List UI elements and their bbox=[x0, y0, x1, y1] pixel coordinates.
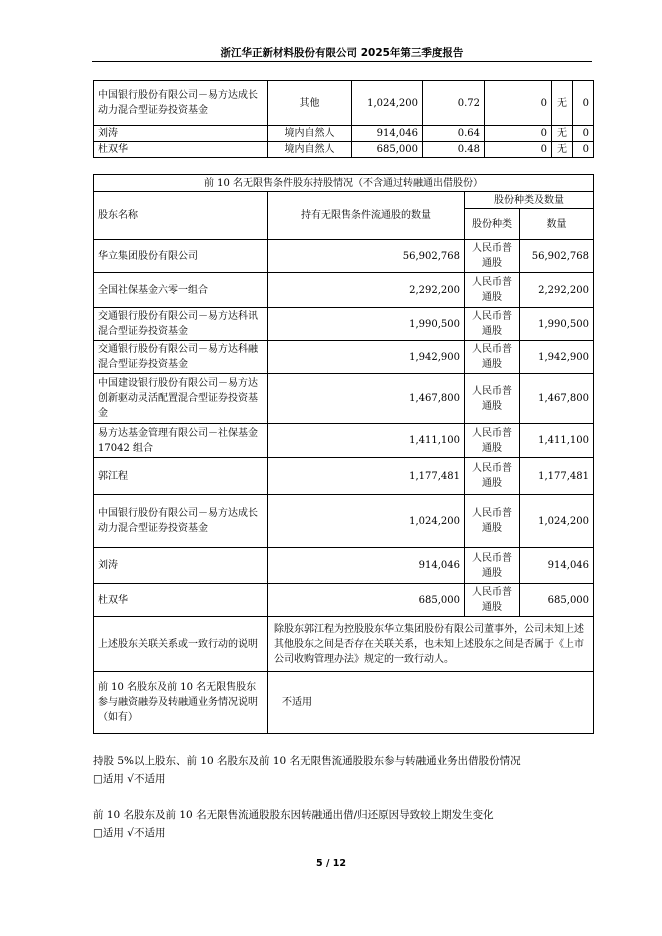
share-quantity: 1,411,100 bbox=[520, 424, 594, 458]
shareholder-name: 杜双华 bbox=[94, 584, 268, 617]
shareholder-name: 交通银行股份有限公司－易方达科融混合型证券投资基金 bbox=[94, 341, 268, 374]
restricted-shares: 0 bbox=[485, 126, 552, 142]
share-category: 人民币普通股 bbox=[465, 548, 520, 584]
lending-change-paragraph bbox=[93, 806, 494, 842]
relation-text: 除股东郭江程为控股股东华立集团股份有限公司董事外，公司未知上述其他股东之间是否存在关联关系，也未知上述股东之间是否属于《上市公司收购管理办法》规定的一致行动人。 bbox=[268, 617, 594, 672]
table-row bbox=[94, 308, 594, 341]
margin-label: 前 10 名股东及前 10 名无限售股东参与融资融券及转融通业务情况说明（如有） bbox=[94, 672, 268, 734]
top-shareholders-table bbox=[93, 80, 594, 158]
share-quantity: 56,902,768 bbox=[520, 240, 594, 273]
shareholder-type: 境内自然人 bbox=[268, 142, 352, 158]
shareholder-type: 境内自然人 bbox=[268, 126, 352, 142]
lending-info-title: 持股 5%以上股东、前 10 名股东及前 10 名无限售流通股股东参与转融通业务出借股份情况 bbox=[93, 755, 521, 767]
pledge-number: 0 bbox=[573, 126, 594, 142]
table-row bbox=[94, 424, 594, 458]
shares-held: 685,000 bbox=[352, 142, 423, 158]
unrestricted-shares: 914,046 bbox=[268, 548, 465, 584]
share-quantity: 1,990,500 bbox=[520, 308, 594, 341]
share-category: 人民币普通股 bbox=[465, 374, 520, 424]
shares-held: 1,024,200 bbox=[352, 81, 423, 126]
share-percent: 0.72 bbox=[423, 81, 485, 126]
section-title-row bbox=[94, 175, 594, 192]
pledge-number: 0 bbox=[573, 81, 594, 126]
share-percent: 0.64 bbox=[423, 126, 485, 142]
unrestricted-shares: 1,467,800 bbox=[268, 374, 465, 424]
pledge-status: 无 bbox=[552, 126, 573, 142]
section-title: 前 10 名无限售条件股东持股情况（不含通过转融通出借股份） bbox=[94, 175, 594, 192]
table-row bbox=[94, 374, 594, 424]
share-percent: 0.48 bbox=[423, 142, 485, 158]
unrestricted-shares: 1,942,900 bbox=[268, 341, 465, 374]
unrestricted-shares: 2,292,200 bbox=[268, 273, 465, 308]
shareholder-name: 中国建设银行股份有限公司－易方达创新驱动灵活配置混合型证券投资基金 bbox=[94, 374, 268, 424]
shareholder-name: 郭江程 bbox=[94, 458, 268, 495]
share-category: 人民币普通股 bbox=[465, 273, 520, 308]
relation-label: 上述股东关联关系或一致行动的说明 bbox=[94, 617, 268, 672]
unrestricted-shares: 56,902,768 bbox=[268, 240, 465, 273]
col-header-category-group: 股份种类及数量 bbox=[465, 192, 594, 209]
margin-text: 不适用 bbox=[268, 672, 594, 734]
table-row bbox=[94, 142, 594, 158]
table-row bbox=[94, 240, 594, 273]
share-quantity: 1,177,481 bbox=[520, 458, 594, 495]
share-quantity: 685,000 bbox=[520, 584, 594, 617]
table-row bbox=[94, 495, 594, 548]
page-header: 浙江华正新材料股份有限公司 2025年第三季度报告 bbox=[220, 47, 464, 59]
lending-info-paragraph bbox=[93, 752, 521, 788]
unrestricted-shares: 685,000 bbox=[268, 584, 465, 617]
lending-info-options: □适用 √不适用 bbox=[93, 773, 166, 785]
table-row bbox=[94, 341, 594, 374]
shareholder-name: 刘涛 bbox=[94, 548, 268, 584]
shareholder-type: 其他 bbox=[268, 81, 352, 126]
shareholder-name: 交通银行股份有限公司－易方达科讯混合型证券投资基金 bbox=[94, 308, 268, 341]
share-category: 人民币普通股 bbox=[465, 584, 520, 617]
table-row bbox=[94, 81, 594, 126]
table-row bbox=[94, 273, 594, 308]
pledge-status: 无 bbox=[552, 142, 573, 158]
table-row bbox=[94, 126, 594, 142]
share-quantity: 1,942,900 bbox=[520, 341, 594, 374]
share-category: 人民币普通股 bbox=[465, 495, 520, 548]
restricted-shares: 0 bbox=[485, 81, 552, 126]
shareholder-name: 全国社保基金六零一组合 bbox=[94, 273, 268, 308]
restricted-shares: 0 bbox=[485, 142, 552, 158]
col-header-category: 股份种类 bbox=[465, 209, 520, 240]
col-header-shares: 持有无限售条件流通股的数量 bbox=[268, 192, 465, 240]
share-category: 人民币普通股 bbox=[465, 240, 520, 273]
unrestricted-shares: 1,024,200 bbox=[268, 495, 465, 548]
unrestricted-shares: 1,411,100 bbox=[268, 424, 465, 458]
share-quantity: 914,046 bbox=[520, 548, 594, 584]
page-number: 5 / 12 bbox=[316, 858, 346, 869]
share-category: 人民币普通股 bbox=[465, 424, 520, 458]
shareholder-name: 中国银行股份有限公司－易方达成长动力混合型证券投资基金 bbox=[94, 495, 268, 548]
unrestricted-shares: 1,177,481 bbox=[268, 458, 465, 495]
col-header-name: 股东名称 bbox=[94, 192, 268, 240]
share-category: 人民币普通股 bbox=[465, 308, 520, 341]
share-quantity: 1,467,800 bbox=[520, 374, 594, 424]
table-row bbox=[94, 584, 594, 617]
unrestricted-shares: 1,990,500 bbox=[268, 308, 465, 341]
share-quantity: 2,292,200 bbox=[520, 273, 594, 308]
relation-row bbox=[94, 617, 594, 672]
shareholder-name: 华立集团股份有限公司 bbox=[94, 240, 268, 273]
share-category: 人民币普通股 bbox=[465, 341, 520, 374]
lending-change-options: □适用 √不适用 bbox=[93, 827, 166, 839]
table-row bbox=[94, 548, 594, 584]
margin-row bbox=[94, 672, 594, 734]
shareholder-name: 杜双华 bbox=[94, 142, 268, 158]
header-row bbox=[94, 192, 594, 209]
table-row bbox=[94, 458, 594, 495]
unrestricted-shareholders-table bbox=[93, 174, 594, 734]
shareholder-name: 刘涛 bbox=[94, 126, 268, 142]
col-header-quantity: 数量 bbox=[520, 209, 594, 240]
header-rule bbox=[92, 61, 592, 62]
pledge-status: 无 bbox=[552, 81, 573, 126]
share-quantity: 1,024,200 bbox=[520, 495, 594, 548]
pledge-number: 0 bbox=[573, 142, 594, 158]
shareholder-name: 易方达基金管理有限公司－社保基金 17042 组合 bbox=[94, 424, 268, 458]
shares-held: 914,046 bbox=[352, 126, 423, 142]
share-category: 人民币普通股 bbox=[465, 458, 520, 495]
shareholder-name: 中国银行股份有限公司－易方达成长动力混合型证券投资基金 bbox=[94, 81, 268, 126]
lending-change-title: 前 10 名股东及前 10 名无限售流通股股东因转融通出借/归还原因导致较上期发生变化 bbox=[93, 809, 494, 821]
